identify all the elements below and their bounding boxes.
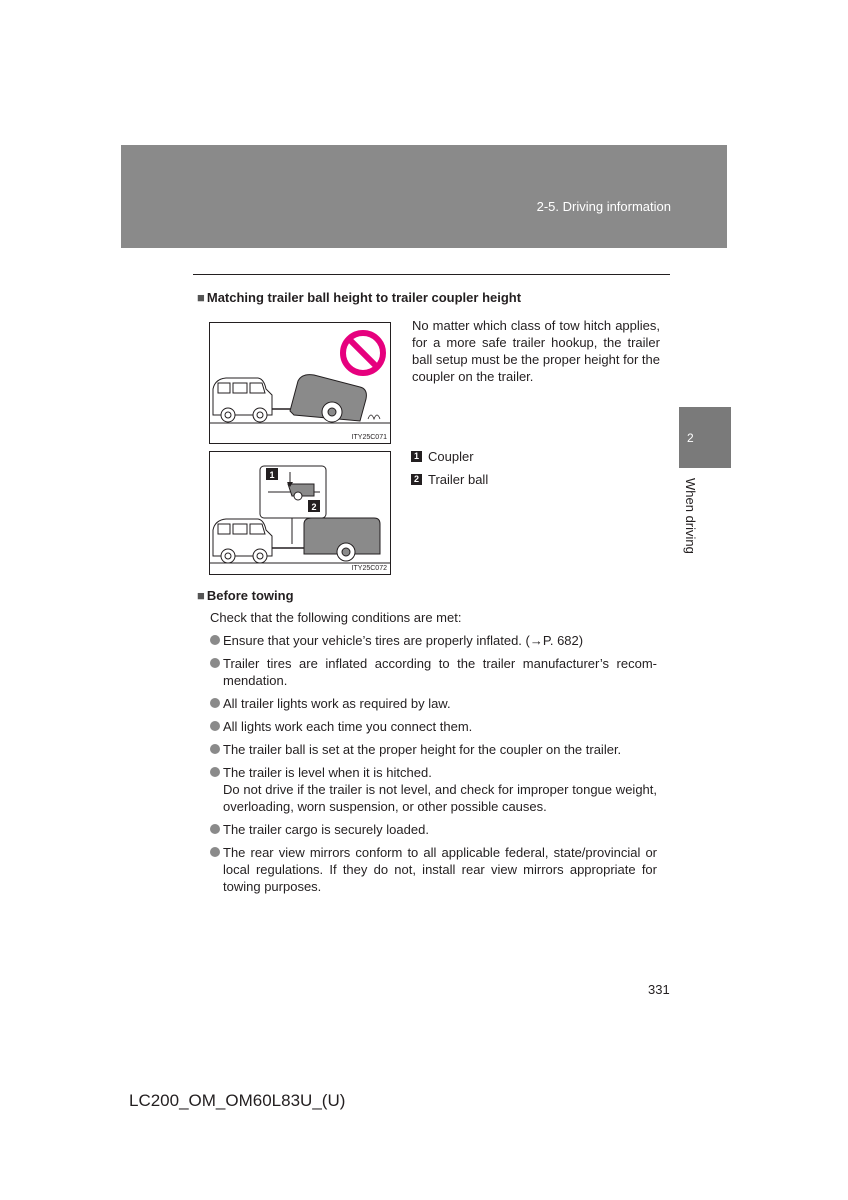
section-heading-before-towing (197, 588, 294, 603)
figure-code: ITY25C071 (351, 434, 387, 441)
bullet-icon (210, 658, 220, 668)
document-code: LC200_OM_OM60L83U_(U) (129, 1091, 346, 1110)
chapter-number: 2 (687, 431, 694, 445)
bullet-icon (210, 847, 220, 857)
illustration-wrong-hitch (210, 323, 390, 443)
bullet-icon (210, 767, 220, 777)
bullet-icon (210, 721, 220, 731)
list-item: The trailer is level when it is hitched. Do not drive if the trailer is not level, and check for improper tongue weight, overloading, worn suspension, or other possible causes. (210, 764, 657, 815)
prohibition-icon (343, 333, 383, 373)
checklist-intro: Check that the following conditions are met: (210, 610, 462, 625)
list-item: Trailer tires are inflated according to the trailer manufacturer’s recom-mendation. (210, 655, 657, 689)
header-rule (193, 274, 670, 275)
chapter-label: When driving (683, 478, 698, 554)
list-item: The trailer cargo is securely loaded. (210, 821, 657, 838)
legend-label: Coupler (428, 449, 474, 464)
intro-paragraph: No matter which class of tow hitch applies, for a more safe trailer hookup, the trailer ball setup must be the proper height for the coupler on the trailer. (412, 318, 660, 384)
legend-item-coupler (411, 449, 474, 464)
heading-text: Matching trailer ball height to trailer coupler height (206, 290, 522, 305)
list-item: All lights work each time you connect them. (210, 718, 657, 735)
heading-text: Before towing (206, 588, 294, 603)
heading-marker: ■ (197, 290, 205, 305)
page-number: 331 (648, 982, 670, 997)
bullet-icon (210, 635, 220, 645)
callout-2: 2 (311, 502, 317, 512)
section-label: 2-5. Driving information (536, 199, 671, 214)
legend-item-trailer-ball (411, 472, 488, 487)
chapter-tab (679, 407, 731, 468)
callout-1: 1 (269, 470, 275, 480)
list-item: The rear view mirrors conform to all applicable federal, state/provincial or local regulations. If they do not, install rear view mirrors appropriate for towing purposes. (210, 844, 657, 895)
list-item-detail: Do not drive if the trailer is not level, and check for improper tongue weight, overloading, worn suspension, or other possible causes. (223, 782, 657, 814)
legend-number: 1 (411, 451, 422, 462)
bullet-icon (210, 824, 220, 834)
bullet-icon (210, 698, 220, 708)
heading-marker: ■ (197, 588, 205, 603)
legend-label: Trailer ball (428, 472, 489, 487)
list-item: All trailer lights work as required by law. (210, 695, 657, 712)
figure-wrong-height (209, 322, 391, 444)
illustration-correct-hitch (210, 452, 390, 574)
trailer-icon (290, 375, 366, 422)
vehicle-icon (213, 519, 272, 563)
trailer-icon (304, 518, 380, 561)
list-item: Ensure that your vehicle’s tires are properly inflated. (→P. 682) (210, 632, 657, 649)
vehicle-icon (213, 378, 272, 422)
figure-code: ITY25C072 (351, 565, 387, 572)
bullet-icon (210, 744, 220, 754)
legend-number: 2 (411, 474, 422, 485)
header-band (121, 145, 727, 248)
figure-correct-height (209, 451, 391, 575)
section-heading-matching (197, 290, 521, 305)
checklist (210, 632, 657, 901)
list-item: The trailer ball is set at the proper height for the coupler on the trailer. (210, 741, 657, 758)
